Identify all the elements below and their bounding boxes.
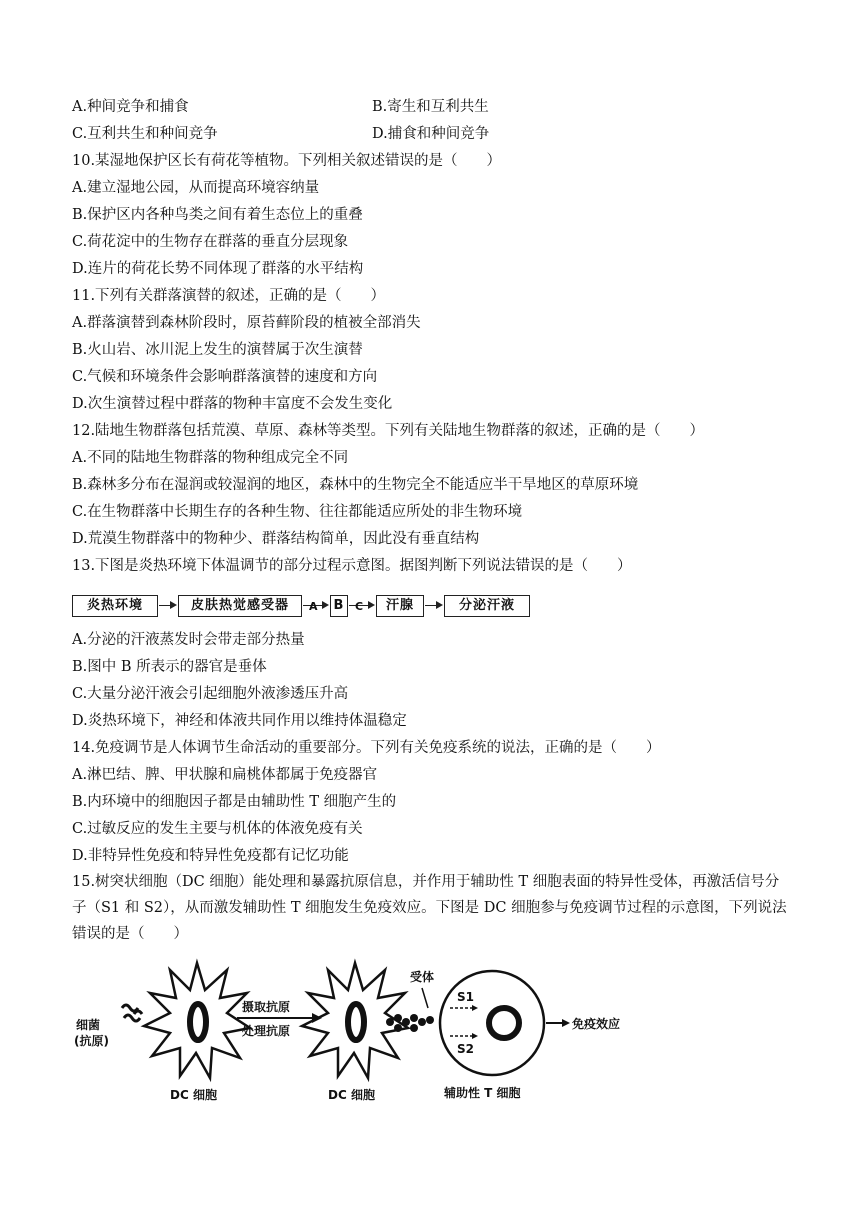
q13-option-a: A.分泌的汗液蒸发时会带走部分热量 bbox=[72, 632, 305, 648]
q10-option-d: D.连片的荷花长势不同体现了群落的水平结构 bbox=[72, 261, 364, 277]
q13-option-d: D.炎热环境下，神经和体液共同作用以维持体温稳定 bbox=[72, 713, 407, 729]
dc-cell-1-shape bbox=[144, 963, 250, 1078]
q11-stem: 11.下列有关群落演替的叙述，正确的是（ ） bbox=[72, 288, 386, 304]
thermoregulation-flowchart bbox=[72, 593, 532, 621]
t-cell-nucleus bbox=[489, 1008, 519, 1038]
diagram-label-dc-2: DC 细胞 bbox=[328, 1088, 375, 1102]
diagram-label-dc-1: DC 细胞 bbox=[170, 1088, 217, 1102]
receptor-complex-icon bbox=[386, 1014, 434, 1032]
q14-option-b: B.内环境中的细胞因子都是由辅助性 T 细胞产生的 bbox=[72, 794, 397, 810]
diagram-label-bacteria: 细菌 bbox=[76, 1018, 101, 1032]
q13-option-b: B.图中 B 所表示的器官是垂体 bbox=[72, 659, 267, 675]
q9-option-a: A.种间竞争和捕食 bbox=[72, 99, 189, 115]
q13-option-c: C.大量分泌汗液会引起细胞外液渗透压升高 bbox=[72, 686, 349, 702]
diagram-label-t-cell: 辅助性 T 细胞 bbox=[444, 1086, 521, 1100]
q12-option-a: A.不同的陆地生物群落的物种组成完全不同 bbox=[72, 450, 349, 466]
diagram-label-antigen: (抗原) bbox=[74, 1034, 109, 1048]
q13-stem: 13.下图是炎热环境下体温调节的部分过程示意图。据图判断下列说法错误的是（ ） bbox=[72, 558, 632, 574]
flow-label-c: C bbox=[355, 600, 364, 613]
flow-arrow-c bbox=[349, 600, 373, 613]
q9-option-d: D.捕食和种间竞争 bbox=[372, 126, 490, 142]
q14-stem: 14.免疫调节是人体调节生命活动的重要部分。下列有关免疫系统的说法，正确的是（ ） bbox=[72, 740, 661, 756]
diagram-label-s1: S1 bbox=[457, 990, 474, 1004]
q14-option-a: A.淋巴结、脾、甲状腺和扁桃体都属于免疫器官 bbox=[72, 767, 378, 783]
diagram-label-immune-effect: 免疫效应 bbox=[572, 1017, 621, 1031]
q14-option-c: C.过敏反应的发生主要与机体的体液免疫有关 bbox=[72, 821, 363, 837]
diagram-label-s2: S2 bbox=[457, 1042, 474, 1056]
q12-stem: 12.陆地生物群落包括荒漠、草原、森林等类型。下列有关陆地生物群落的叙述，正确的是（ ） bbox=[72, 423, 705, 439]
q12-option-d: D.荒漠生物群落中的物种少、群落结构简单，因此没有垂直结构 bbox=[72, 531, 480, 547]
q10-stem: 10.某湿地保护区长有荷花等植物。下列相关叙述错误的是（ ） bbox=[72, 153, 502, 169]
q11-option-a: A.群落演替到森林阶段时，原苔藓阶段的植被全部消失 bbox=[72, 315, 421, 331]
flow-arrow-a bbox=[303, 600, 327, 613]
dc-cell-1-nucleus bbox=[190, 1004, 206, 1040]
q9-option-b: B.寄生和互利共生 bbox=[372, 99, 489, 115]
q12-option-b: B.森林多分布在湿润或较湿润的地区，森林中的生物完全不能适应半干旱地区的草原环境 bbox=[72, 477, 639, 493]
q14-option-d: D.非特异性免疫和特异性免疫都有记忆功能 bbox=[72, 848, 349, 864]
flow-arrow-1 bbox=[159, 605, 175, 606]
flow-box-b: B bbox=[330, 595, 348, 617]
q10-option-b: B.保护区内各种鸟类之间有着生态位上的重叠 bbox=[72, 207, 363, 223]
q11-option-d: D.次生演替过程中群落的物种丰富度不会发生变化 bbox=[72, 396, 393, 412]
flow-box-skin-receptor: 皮肤热觉感受器 bbox=[178, 595, 302, 617]
flow-box-hot-environment: 炎热环境 bbox=[72, 595, 158, 617]
q10-option-a: A.建立湿地公园，从而提高环境容纳量 bbox=[72, 180, 320, 196]
bacteria-icon bbox=[122, 1005, 142, 1021]
diagram-label-process: 处理抗原 bbox=[242, 1024, 291, 1038]
diagram-label-uptake: 摄取抗原 bbox=[242, 1000, 291, 1014]
flow-box-secrete-sweat: 分泌汗液 bbox=[444, 595, 530, 617]
q15-stem: 15.树突状细胞（DC 细胞）能处理和暴露抗原信息，并作用于辅助性 T 细胞表面的特异性受体，再激活信号分子（S1 和 S2），从而激发辅助性 T 细胞发生免疫效应。下图是 DC 细胞参与免疫调节过程的示意图，下列说法错误的是（ ） bbox=[72, 874, 787, 942]
q11-option-c: C.气候和环境条件会影响群落演替的速度和方向 bbox=[72, 369, 378, 385]
dc-cell-2-nucleus bbox=[348, 1004, 364, 1040]
q9-option-c: C.互利共生和种间竞争 bbox=[72, 126, 218, 142]
q11-option-b: B.火山岩、冰川泥上发生的演替属于次生演替 bbox=[72, 342, 363, 358]
flow-box-sweat-gland: 汗腺 bbox=[376, 595, 424, 617]
flow-arrow-4 bbox=[425, 605, 441, 606]
diagram-label-receptor: 受体 bbox=[410, 970, 435, 984]
dc-cell-immune-diagram bbox=[72, 958, 652, 1108]
q12-option-c: C.在生物群落中长期生存的各种生物、往往都能适应所处的非生物环境 bbox=[72, 504, 523, 520]
q10-option-c: C.荷花淀中的生物存在群落的垂直分层现象 bbox=[72, 234, 349, 250]
flow-label-a: A bbox=[309, 600, 318, 613]
